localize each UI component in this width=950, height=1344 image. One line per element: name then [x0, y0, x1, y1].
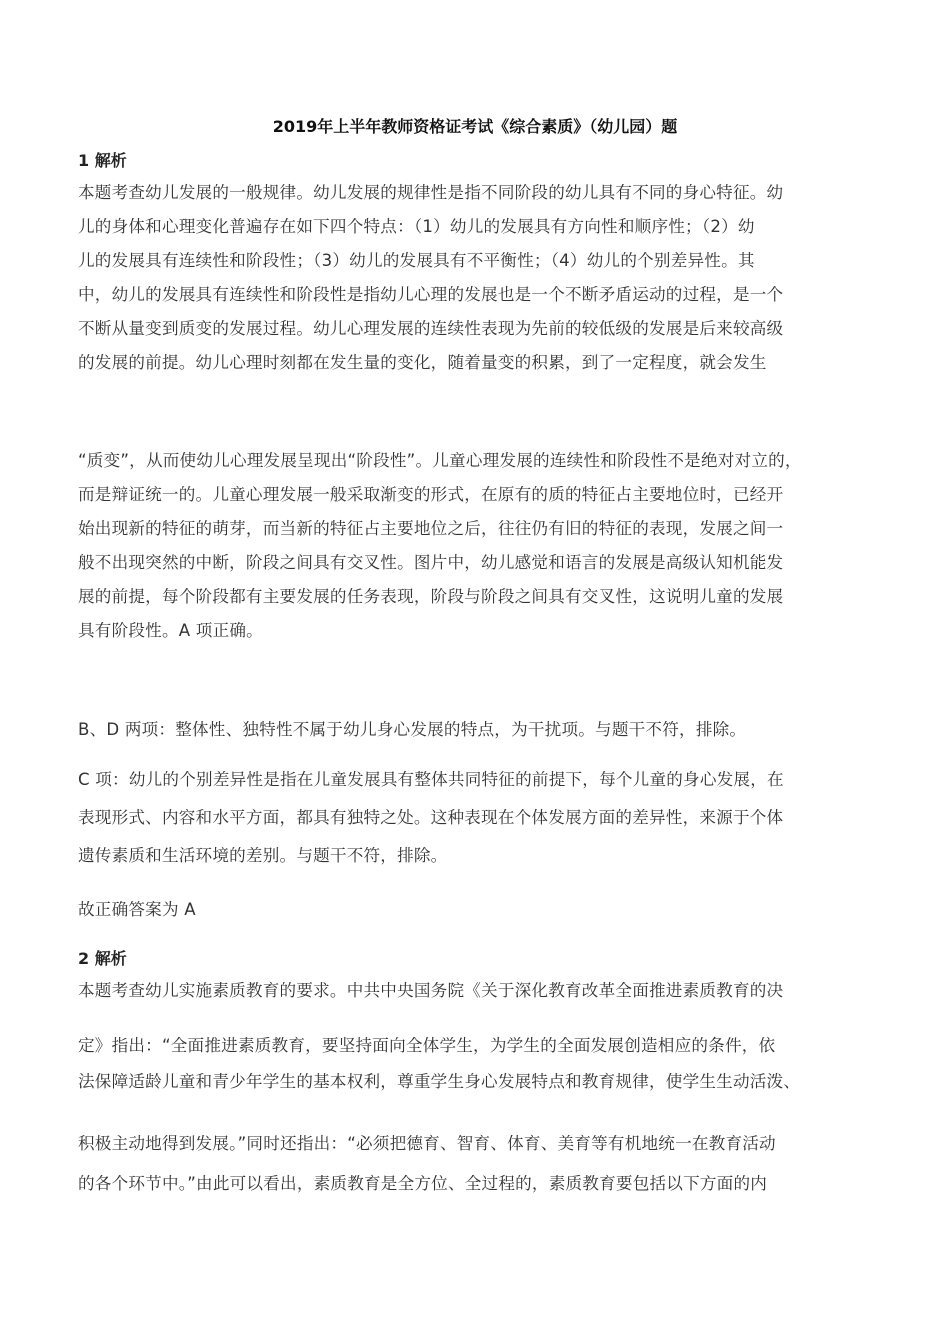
text-line: 本题考查幼儿发展的一般规律。幼儿发展的规律性是指不同阶段的幼儿具有不同的身心特征。幼 [78, 183, 784, 202]
q1-paragraph-4 [78, 761, 884, 875]
text-line: 而是辩证统一的。儿童心理发展一般采取渐变的形式，在原有的质的特征占主要地位时，已经开 [78, 485, 784, 504]
text-line: 的各个环节中。”由此可以看出，素质教育是全方位、全过程的，素质教育要包括以下方面的内 [78, 1174, 768, 1193]
text-line: C 项：幼儿的个别差异性是指在儿童发展具有整体共同特征的前提下，每个儿童的身心发展，在 [78, 770, 784, 789]
q1-heading: 1 解析 [78, 151, 127, 170]
text-line: 表现形式、内容和水平方面，都具有独特之处。这种表现在个体发展方面的差异性，来源于个体 [78, 808, 784, 827]
text-line: 遗传素质和生活环境的差别。与题干不符，排除。 [78, 846, 448, 865]
text-line: 本题考查幼儿实施素质教育的要求。中共中央国务院《关于深化教育改革全面推进素质教育的决 [78, 981, 784, 1000]
document-title: 2019年上半年教师资格证考试《综合素质》（幼儿园）题 [272, 117, 678, 136]
text-line: 始出现新的特征的萌芽，而当新的特征占主要地位之后，往往仍有旧的特征的表现，发展之间一 [78, 519, 784, 538]
text-line: “质变”，从而使幼儿心理发展呈现出“阶段性”。儿童心理发展的连续性和阶段性不是绝对对立的， [78, 451, 802, 470]
text-line: 的发展的前提。幼儿心理时刻都在发生量的变化，随着量变的积累，到了一定程度，就会发生 [78, 353, 767, 372]
q1-answer: 故正确答案为 A [78, 900, 196, 919]
q1-paragraph-1 [78, 176, 884, 380]
q2-paragraph-3 [78, 1124, 884, 1204]
text-line: 不断从量变到质变的发展过程。幼儿心理发展的连续性表现为先前的较低级的发展是后来较高级 [78, 319, 784, 338]
q2-paragraph-2 [78, 1028, 884, 1100]
q1-paragraph-2 [78, 444, 884, 648]
text-line: 法保障适龄儿童和青少年学生的基本权利，尊重学生身心发展特点和教育规律，使学生生动活泼、 [78, 1072, 801, 1091]
text-line: 展的前提，每个阶段都有主要发展的任务表现，阶段与阶段之间具有交叉性，这说明儿童的发展 [78, 587, 784, 606]
q2-paragraph-1 [78, 974, 884, 1008]
text-line: 中，幼儿的发展具有连续性和阶段性是指幼儿心理的发展也是一个不断矛盾运动的过程，是一个 [78, 285, 784, 304]
q2-heading: 2 解析 [78, 949, 127, 968]
text-line: 儿的发展具有连续性和阶段性；（3）幼儿的发展具有不平衡性；（4）幼儿的个别差异性。其 [78, 251, 755, 270]
text-line: 定》指出：“全面推进素质教育，要坚持面向全体学生，为学生的全面发展创造相应的条件，依 [78, 1036, 776, 1055]
text-line: 般不出现突然的中断，阶段之间具有交叉性。图片中，幼儿感觉和语言的发展是高级认知机能发 [78, 553, 784, 572]
text-line: B、D 两项：整体性、独特性不属于幼儿身心发展的特点，为干扰项。与题干不符，排除。 [78, 720, 747, 739]
text-line: 儿的身体和心理变化普遍存在如下四个特点：（1）幼儿的发展具有方向性和顺序性；（2）幼 [78, 217, 755, 236]
text-line: 积极主动地得到发展。”同时还指出：“必须把德育、智育、体育、美育等有机地统一在教育活动 [78, 1134, 776, 1153]
text-line: 具有阶段性。A 项正确。 [78, 621, 263, 640]
q1-paragraph-3 [78, 713, 884, 747]
